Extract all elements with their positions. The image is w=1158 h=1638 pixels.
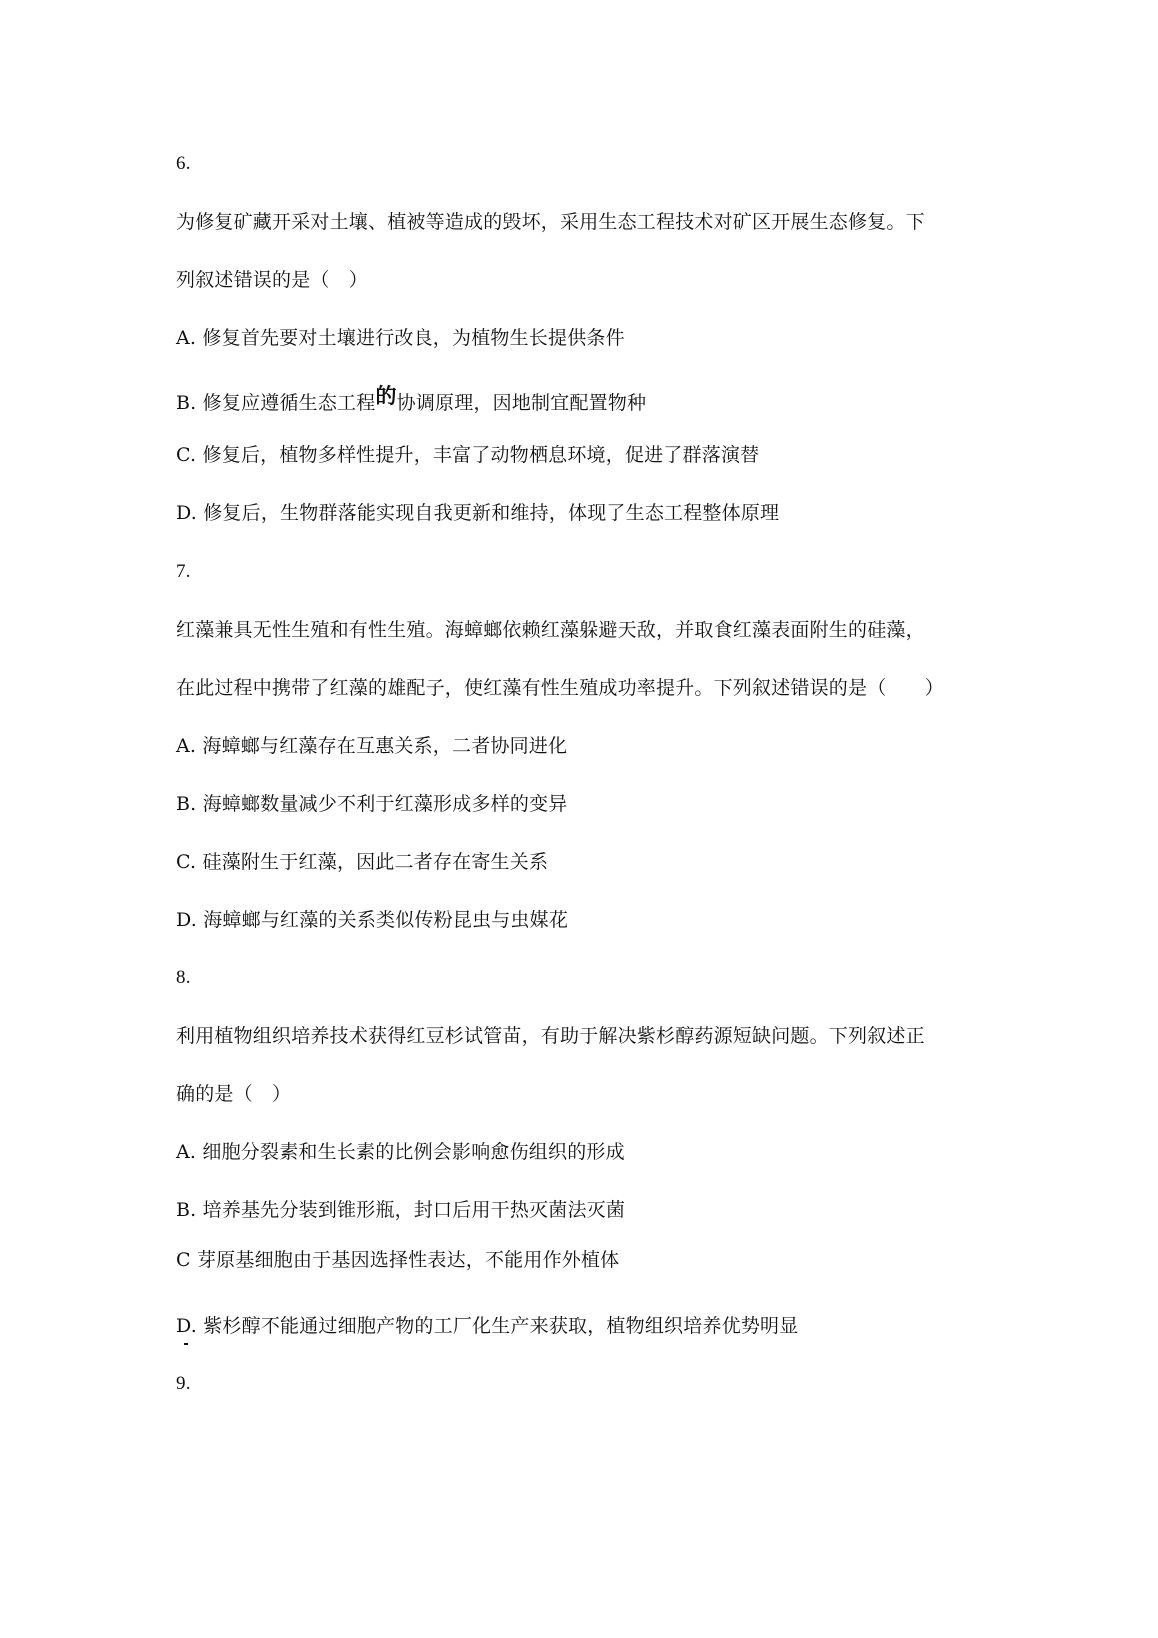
option-b-text-post: 协调原理，因地制宜配置物种 — [396, 392, 647, 414]
option-b — [176, 383, 647, 415]
option-a: A. 海蟑螂与红藻存在互惠关系，二者协同进化 — [176, 735, 568, 757]
question-stem-line: 利用植物组织培养技术获得红豆杉试管苗，有助于解决紫杉醇药源短缺问题。下列叙述正 — [176, 1025, 925, 1047]
option-a: A. 修复首先要对土壤进行改良，为植物生长提供条件 — [176, 327, 625, 349]
question-number: 9. — [176, 1373, 191, 1394]
question-stem-line: 为修复矿藏开采对土壤、植被等造成的毁坏，采用生态工程技术对矿区开展生态修复。下 — [176, 211, 925, 233]
option-b-emphasis: 的 — [375, 383, 397, 408]
question-stem-line: 列叙述错误的是（ ） — [176, 269, 369, 291]
question-number: 7. — [176, 561, 191, 582]
question-stem-line: 在此过程中携带了红藻的雄配子，使红藻有性生殖成功率提升。下列叙述错误的是（ ） — [176, 677, 945, 699]
option-c: C. 修复后，植物多样性提升，丰富了动物栖息环境，促进了群落演替 — [176, 444, 760, 466]
question-number: 6. — [176, 153, 191, 174]
option-d: D. 修复后，生物群落能实现自我更新和维持，体现了生态工程整体原理 — [176, 502, 780, 524]
question-number: 8. — [176, 967, 191, 988]
option-b: B. 海蟑螂数量减少不利于红藻形成多样的变异 — [176, 793, 568, 815]
option-d: D. 海蟑螂与红藻的关系类似传粉昆虫与虫媒花 — [176, 909, 569, 931]
option-d: D. 紫杉醇不能通过细胞产物的工厂化生产来获取，植物组织培养优势明显 — [176, 1315, 799, 1337]
option-b: B. 培养基先分装到锥形瓶，封口后用干热灭菌法灭菌 — [176, 1199, 626, 1221]
option-a: A. 细胞分裂素和生长素的比例会影响愈伤组织的形成 — [176, 1141, 625, 1163]
option-b-text-pre: B. 修复应遵循生态工程 — [176, 392, 376, 414]
question-stem-line: 红藻兼具无性生殖和有性生殖。海蟑螂依赖红藻躲避天敌，并取食红藻表面附生的硅藻， — [176, 619, 925, 641]
question-stem-line: 确的是（ ） — [176, 1083, 292, 1105]
option-c: C. 硅藻附生于红藻，因此二者存在寄生关系 — [176, 851, 549, 873]
option-c: C 芽原基细胞由于基因选择性表达，不能用作外植体 — [176, 1249, 620, 1271]
stray-period-mark — [184, 1343, 188, 1345]
